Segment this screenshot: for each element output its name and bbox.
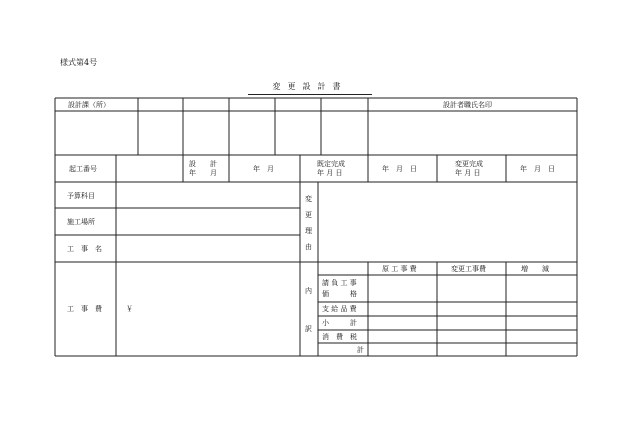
- supplied-goods-label: 支 給 品 費: [322, 305, 357, 313]
- increase-decrease-header: 増 減: [521, 265, 549, 273]
- design-date-field[interactable]: 年 月: [253, 165, 274, 173]
- design-section-label: 設計課（所）: [68, 101, 110, 109]
- contract-price-label-1: 請 負 工 事: [322, 279, 357, 287]
- planned-completion-field[interactable]: 年 月 日: [382, 165, 417, 173]
- original-cost-header: 原 工 事 費: [382, 265, 417, 273]
- total-label: 計: [357, 346, 364, 354]
- construction-site-label: 施工場所: [67, 218, 95, 226]
- changed-cost-header: 変更工事費: [451, 265, 486, 273]
- start-number-label: 起工番号: [69, 165, 97, 173]
- designer-name-label: 設計者職氏名印: [443, 101, 492, 109]
- changed-completion-label-1: 変更完成: [455, 160, 483, 168]
- subtotal-label: 小 計: [322, 319, 357, 327]
- yen-symbol: ￥: [126, 305, 133, 313]
- consumption-tax-label: 消 費 税: [322, 333, 357, 341]
- budget-item-label: 予算科目: [67, 192, 95, 200]
- work-cost-label: 工 事 費: [67, 305, 102, 313]
- document-title: 変更設計書: [248, 81, 372, 95]
- changed-completion-field[interactable]: 年 月 日: [520, 165, 555, 173]
- work-name-label: 工 事 名: [67, 245, 102, 253]
- change-reason-label-3: 理: [305, 227, 312, 235]
- change-reason-label-2: 更: [305, 211, 312, 219]
- change-reason-label-1: 変: [305, 195, 312, 203]
- form-number: 様式第4号: [60, 58, 98, 67]
- design-date-label-1: 設 計: [189, 160, 217, 168]
- breakdown-label-2: 訳: [305, 325, 312, 333]
- change-reason-label-4: 由: [305, 243, 312, 251]
- planned-completion-label-1: 既定完成: [317, 160, 345, 168]
- contract-price-label-2: 価 格: [322, 290, 357, 298]
- design-date-label-2: 年 月: [189, 169, 217, 177]
- changed-completion-label-2: 年 月 日: [455, 169, 481, 177]
- breakdown-label-1: 内: [305, 287, 312, 295]
- planned-completion-label-2: 年 月 日: [317, 169, 343, 177]
